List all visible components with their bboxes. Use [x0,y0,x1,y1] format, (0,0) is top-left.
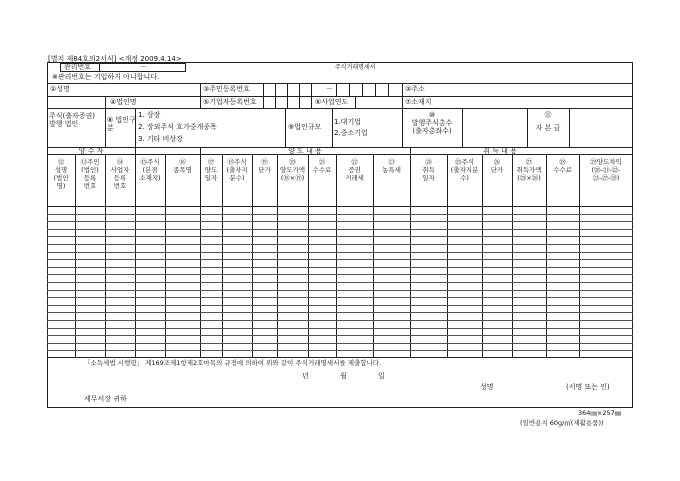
corp-size-label: ⑨법인규모 [288,123,322,131]
fiscal-year-label: ⑥사업연도 [315,98,349,106]
column-header-5: ⑯ 종목명 [173,158,192,175]
table-row [47,236,633,237]
biz-no-label: ⑤기업자등록번호 [203,98,257,106]
management-number-note: ※관리번호는 기입하지 아니합니다. [52,73,160,81]
form-title: 주식거래명세서 [335,64,376,71]
management-number-label: 관리번호 [64,63,92,71]
column-header-15: ㉖ 단가 [490,158,504,175]
column-header-1: ⑫ 성명 (법인 명) [53,158,69,191]
total-shares-label: ⑩ 발행주식총수 (출자총좌수) [411,111,453,136]
form-reference: [별지 제84호의2서식] <개정 2009.4.14> [48,55,182,63]
column-header-9: ⑳ 양도가액 (⑱×⑲) [279,158,306,183]
corp-size-option-2[interactable]: 2.중소기업 [334,129,368,137]
column-header-2: ⑬주민 (법인) 등록 번호 [80,158,100,191]
name-label: ①성명 [50,85,70,93]
column-header-13: ㉔ 취득 일자 [422,158,435,183]
table-row [47,335,633,336]
date-month: 월 [340,372,347,380]
table-row [47,221,633,222]
paper-spec: (일반용지 60g/㎡(재활용품)) [520,419,604,427]
column-header-11: ㉒ 증권 거래세 [345,158,364,183]
column-header-6: ⑰ 양도 일자 [204,158,218,183]
column-header-4: ⑮주식 (본점 소재지) [139,158,161,183]
rrn-dash: － [326,85,333,93]
column-header-17: ㉘ 수수료 [553,158,572,175]
table-row [47,274,633,275]
corp-type-label: ⑧ 법인구 분 [107,116,136,133]
table-row [47,297,633,298]
sign-note: (서명 또는 인) [566,383,610,391]
issuer-label: 주식(출자증권) 발행 법인 [49,112,96,129]
column-header-10: ㉑ 수수료 [312,158,332,175]
table-row [47,244,633,245]
table-row [47,267,633,268]
column-header-3: ⑭ 사업자 등록 번호 [110,158,130,191]
table-row [47,214,633,215]
addressee: 세무서장 귀하 [84,395,127,403]
table-row [47,290,633,291]
column-header-18: ㉙양도차익 (⑳-㉑-㉒- ㉓-㉗-㉘) [590,158,622,183]
table-row [47,343,633,344]
corp-name-label: ④법인명 [110,98,137,106]
table-row [47,328,633,329]
declaration-text: 「소득세법 시행령」 제169조제1항제2호마목의 규정에 의하여 위와 같이 주식거래명세서를 제출합니다. [84,359,382,367]
group-transfer: 양 도 내 용 [288,147,322,155]
corp-type-option-3[interactable]: 3. 기타 비상장 [138,135,183,143]
group-acquisition: 취 득 내 용 [483,147,517,155]
date-day: 일 [378,372,385,380]
corp-size-option-1[interactable]: 1.대기업 [334,118,361,126]
management-number-dash: － [140,63,147,71]
table-row [47,259,633,260]
table-row [47,252,633,253]
signer-label: 성명 [480,383,494,391]
location-label: ⑦소재지 [405,98,432,106]
table-row [47,320,633,321]
capital-number: ⑪ [544,111,552,119]
corp-type-option-1[interactable]: 1. 상장 [138,111,161,119]
column-header-7: ⑱주식 (출자지 분수) [226,158,248,183]
column-header-12: ㉓ 농특세 [382,158,401,175]
date-year: 년 [302,372,309,380]
address-label: ③주소 [405,85,425,93]
group-transferee: 양 수 자 [78,147,104,155]
column-header-8: ⑲ 단가 [258,158,271,175]
paper-size: 364㎜×257㎜ [578,409,622,417]
capital-label: 자 본 금 [535,124,561,132]
corp-type-option-2[interactable]: 2. 장외주식 호가중개종목 [138,123,217,131]
table-row [47,305,633,306]
rrn-label: ③주민등록번호 [203,85,250,93]
table-row [47,312,633,313]
column-header-14: ㉕주식 (출자지분 수) [450,158,479,183]
table-row [47,350,633,351]
column-header-16: ㉗ 취득가액 (㉕×㉖) [516,158,542,183]
table-row [47,282,633,283]
table-row [47,229,633,230]
